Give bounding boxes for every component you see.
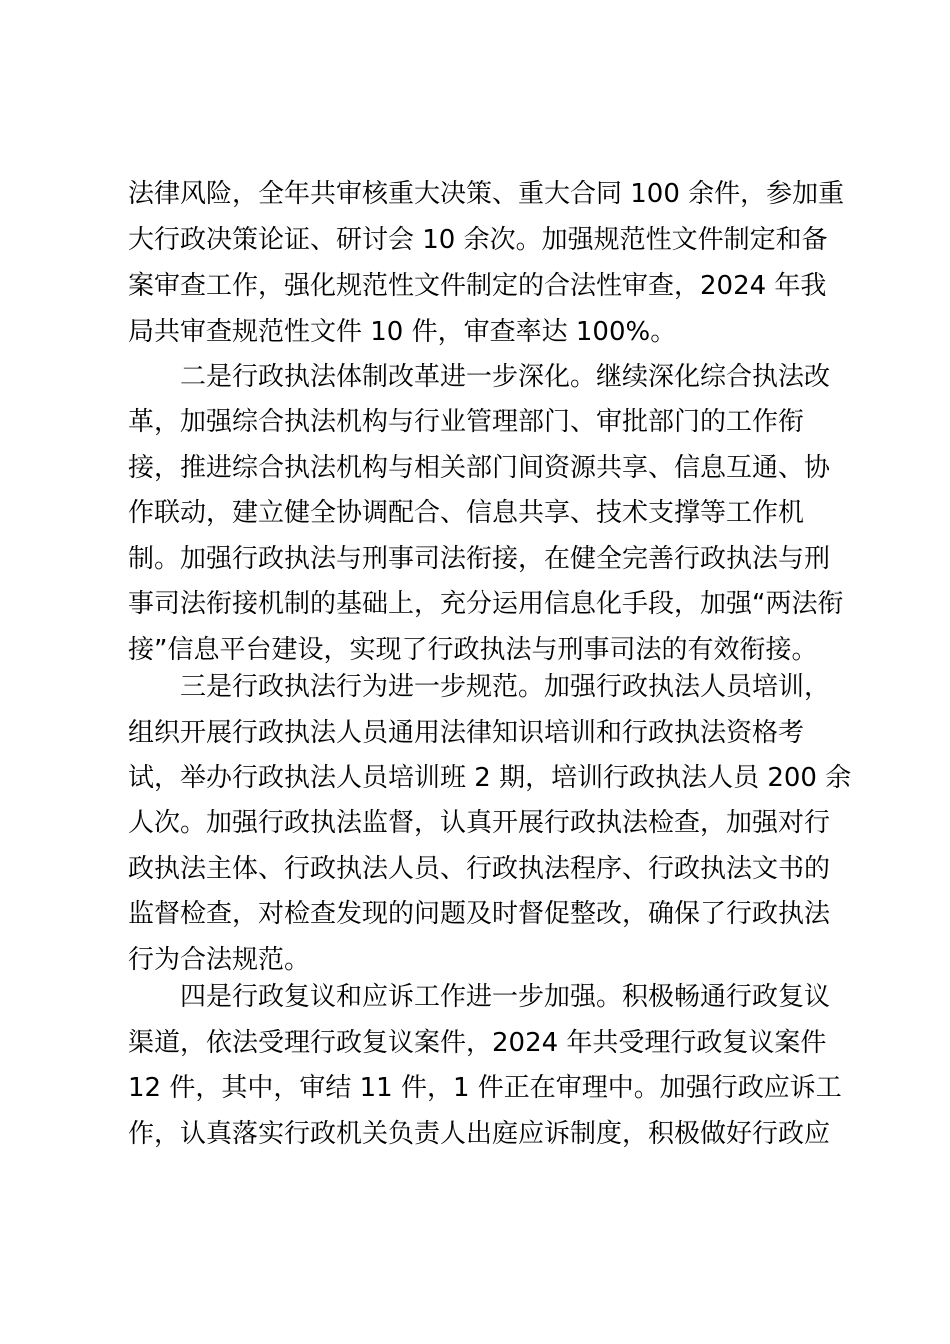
text-line: 作，认真落实行政机关负责人出庭应诉制度，积极做好行政应 [128, 1119, 831, 1149]
text-line: 案审查工作，强化规范性文件制定的合法性审查，2024 年我 [128, 271, 827, 301]
text-line: 接”信息平台建设，实现了行政执法与刑事司法的有效衔接。 [128, 635, 818, 665]
text-line: 政执法主体、行政执法人员、行政执法程序、行政执法文书的 [128, 854, 831, 884]
text-line: 大行政决策论证、研讨会 10 余次。加强规范性文件制定和备 [128, 225, 828, 255]
text-line: 渠道，依法受理行政复议案件，2024 年共受理行政复议案件 [128, 1028, 827, 1058]
paragraph-start-line: 二是行政执法体制改革进一步深化。继续深化综合执法改 [180, 362, 831, 392]
text-line: 监督检查，对检查发现的问题及时督促整改，确保了行政执法 [128, 899, 831, 929]
text-line: 接，推进综合执法机构与相关部门间资源共享、信息互通、协 [128, 453, 831, 483]
paragraph-start-line: 四是行政复议和应诉工作进一步加强。积极畅通行政复议 [180, 982, 831, 1012]
text-line: 12 件，其中，审结 11 件，1 件正在审理中。加强行政应诉工 [128, 1073, 842, 1103]
text-line: 事司法衔接机制的基础上，充分运用信息化手段，加强“两法衔 [128, 589, 844, 619]
text-line: 行为合法规范。 [128, 945, 311, 975]
text-line: 组织开展行政执法人员通用法律知识培训和行政执法资格考 [128, 718, 805, 748]
text-line: 制。加强行政执法与刑事司法衔接，在健全完善行政执法与刑 [128, 544, 831, 574]
paragraph-start-line: 三是行政执法行为进一步规范。加强行政执法人员培训， [180, 672, 831, 702]
text-line: 法律风险，全年共审核重大决策、重大合同 100 余件，参加重 [128, 179, 845, 209]
text-line: 局共审查规范性文件 10 件，审查率达 100%。 [128, 317, 677, 347]
text-line: 革，加强综合执法机构与行业管理部门、审批部门的工作衔 [128, 407, 805, 437]
text-line: 试，举办行政执法人员培训班 2 期，培训行政执法人员 200 余 [128, 763, 852, 793]
text-line: 人次。加强行政执法监督，认真开展行政执法检查，加强对行 [128, 808, 831, 838]
text-line: 作联动，建立健全协调配合、信息共享、技术支撑等工作机 [128, 498, 805, 528]
